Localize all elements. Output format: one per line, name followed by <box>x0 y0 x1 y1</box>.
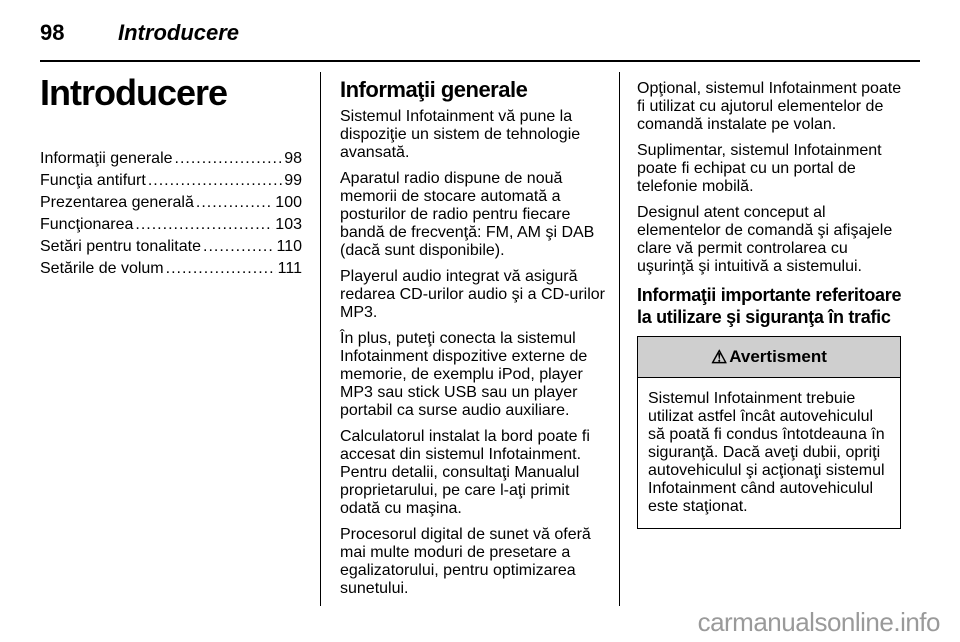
toc-entry-label: Prezentarea generală <box>40 194 194 211</box>
table-of-contents <box>40 150 302 282</box>
paragraph: Playerul audio integrat vă asigură redarea CD-urilor audio şi a CD-urilor MP3. <box>340 268 605 321</box>
toc-entry[interactable] <box>40 172 302 194</box>
header-rule <box>40 60 920 62</box>
toc-entry-label: Setările de volum <box>40 260 164 277</box>
paragraph: Sistemul Infotainment vă pune la dispoziţie un sistem de tehnologie avansată. <box>340 108 581 161</box>
section-title: Informaţii generale <box>340 77 528 102</box>
column-divider <box>320 72 321 606</box>
paragraph: Procesorul digital de sunet vă oferă mai multe moduri de presetare a egalizatorului, pentru optimizarea sunetului. <box>340 526 591 597</box>
toc-entry-page: 111 <box>277 260 302 277</box>
warning-title: Avertisment <box>729 347 827 366</box>
subsection-title: Informaţii importante referitoare la utilizare şi siguranţa în trafic <box>637 285 902 327</box>
warning-box <box>637 336 901 529</box>
toc-entry-label: Funcţia antifurt <box>40 172 146 189</box>
toc-entry[interactable] <box>40 216 302 238</box>
chapter-title: Introducere <box>40 72 228 113</box>
toc-leader-dots <box>166 260 276 278</box>
toc-entry-page: 103 <box>275 216 302 233</box>
toc-entry[interactable] <box>40 238 302 260</box>
toc-leader-dots <box>175 150 283 168</box>
running-header-title: Introducere <box>118 20 240 45</box>
toc-entry-label: Informaţii generale <box>40 150 173 167</box>
paragraph: Calculatorul instalat la bord poate fi accesat din sistemul Infotainment. Pentru detalii, consultaţi Manualul proprietarului, pe care l-aţi primit odată cu maşina. <box>340 428 590 517</box>
toc-entry-page: 99 <box>284 172 302 189</box>
toc-leader-dots <box>203 238 274 256</box>
paragraph: Suplimentar, sistemul Infotainment poate fi echipat cu un portal de telefonie mobilă. <box>637 142 882 195</box>
toc-entry[interactable] <box>40 260 302 282</box>
page-number: 98 <box>40 20 65 45</box>
paragraph: Aparatul radio dispune de nouă memorii de stocare automată a posturilor de radio pentru fiecare bandă de frecvenţă: FM, AM şi DAB (dacă sunt disponibile). <box>340 170 595 259</box>
toc-entry-label: Funcţionarea <box>40 216 134 233</box>
toc-leader-dots <box>135 216 273 234</box>
toc-entry-label: Setări pentru tonalitate <box>40 238 201 255</box>
warning-header <box>638 337 900 378</box>
warning-text: Sistemul Infotainment trebuie utilizat astfel încât autovehiculul să poată fi condus întotdeauna în siguranţă. Dacă aveţi dubii, opriţi autovehiculul şi acţionaţi sistemul Infotainment când autovehiculul este staţionat. <box>648 390 885 515</box>
paragraph: Designul atent conceput al elementelor de comandă şi afişajele clare vă permit controlarea cu uşurinţă şi intuitivă a sistemului. <box>637 204 893 275</box>
toc-leader-dots <box>148 172 282 190</box>
toc-entry-page: 110 <box>276 238 302 255</box>
toc-entry-page: 100 <box>275 194 302 211</box>
page-header <box>40 12 920 56</box>
paragraph: În plus, puteţi conecta la sistemul Infotainment dispozitive externe de memorie, de exemplu iPod, player MP3 sau stick USB sau un player portabil ca surse audio auxiliare. <box>340 330 588 419</box>
warning-triangle-icon: ⚠ <box>711 347 728 367</box>
right-column <box>637 80 903 529</box>
paragraph: Opţional, sistemul Infotainment poate fi utilizat cu ajutorul elementelor de comandă instalate pe volan. <box>637 80 902 133</box>
toc-entry[interactable] <box>40 194 302 216</box>
middle-column <box>340 78 606 606</box>
toc-entry-page: 98 <box>284 150 302 167</box>
toc-leader-dots <box>196 194 273 212</box>
watermark: carmanualsonline.info <box>697 607 940 637</box>
column-divider <box>619 72 620 606</box>
toc-entry[interactable] <box>40 150 302 172</box>
